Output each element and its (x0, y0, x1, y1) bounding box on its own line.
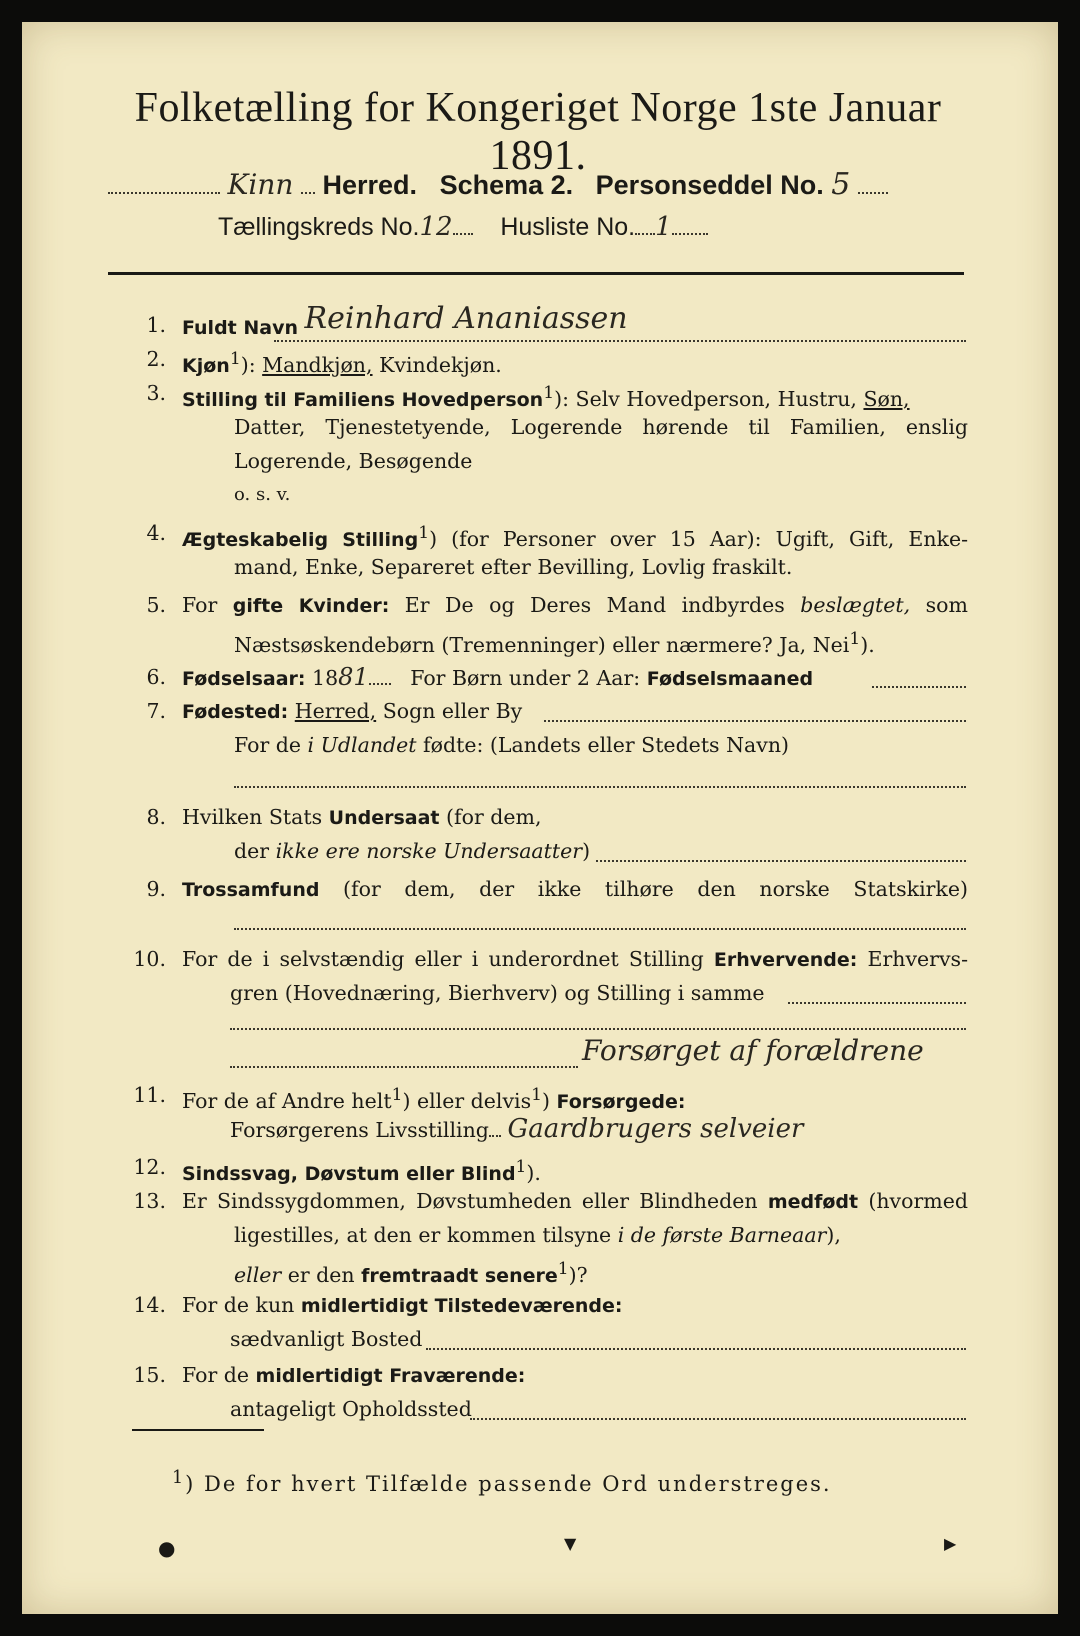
item-number: 15. (133, 1363, 166, 1387)
birth-month-dotline (872, 686, 966, 688)
herred-label: Herred. (322, 170, 418, 200)
footnote-ref: 1 (531, 1085, 543, 1105)
header-rule (108, 272, 964, 275)
text: Næstsøskendebørn (Tremenninger) eller nærmere? Ja, Nei (234, 632, 850, 657)
text: Er De og Deres Mand indbyrdes (404, 593, 785, 617)
religion-dotline (234, 928, 966, 930)
disability-label: Sindssvag, Døvstum eller Blind (182, 1162, 516, 1185)
congenital-line3 (234, 1252, 1058, 1293)
punct: ). (526, 1160, 541, 1185)
text: der (234, 839, 270, 863)
text: For de i selvstændig eller i underordnet Stilling (182, 947, 704, 971)
later-onset-label: fremtraadt senere (361, 1264, 558, 1287)
text-italic: beslægtet, (800, 593, 911, 617)
item-number: 4. (146, 521, 166, 545)
dotted-leader (301, 191, 315, 194)
tellingskreds-value: 12 (419, 212, 453, 242)
text: For de kun (182, 1293, 295, 1317)
text: (for dem, (446, 805, 542, 829)
tellingskreds-row (108, 212, 968, 242)
footnote-ref: 1 (418, 523, 430, 543)
punct: ) (542, 1088, 551, 1113)
footnote-ref: 1 (229, 349, 241, 369)
punct: ), (826, 1223, 841, 1247)
birth-month-label: Fødselsmaaned (646, 668, 814, 690)
birth-year-prefix: 18 (312, 666, 339, 690)
text-italic: i (307, 733, 315, 757)
item-number: 11. (133, 1083, 166, 1107)
supporter-line (230, 1112, 1058, 1147)
text: (for dem, der ikke tilhøre den norske Statskirke) (343, 877, 968, 901)
husliste-label: Husliste No. (500, 213, 636, 241)
temporarily-absent-label: midlertidigt Fraværende: (255, 1365, 526, 1387)
footnote-ref: 1 (849, 629, 861, 649)
punct: ) (582, 839, 591, 863)
text: For de (234, 733, 302, 757)
personseddel-value: 5 (831, 167, 851, 202)
footnote-ref: 1 (557, 1259, 569, 1279)
punct: )? (568, 1262, 588, 1287)
item-text (182, 1288, 968, 1323)
tellingskreds-label: Tællingskreds No. (218, 213, 420, 241)
birthplace-dotline (544, 720, 966, 722)
married-women-line2 (234, 622, 1058, 662)
footnote-marker: 1 (172, 1468, 186, 1488)
arrow-mark-icon: ▶ (944, 1534, 957, 1553)
punct: ): (554, 386, 569, 411)
item-number: 13. (133, 1189, 166, 1213)
herred-row (108, 167, 968, 202)
text: Erhvervs- (867, 947, 968, 971)
gender-option-male-selected: Mandkjøn, (262, 352, 373, 377)
form-title: Folketælling for Kongeriget Norge 1ste Januar 1891. (134, 85, 942, 179)
footnote-ref: 1 (543, 383, 555, 403)
item-text (182, 694, 968, 729)
schema-label: Schema 2. (439, 170, 574, 200)
occupation-dotline (788, 1002, 966, 1004)
occupation-value: Forsørget af forældrene (582, 1034, 924, 1067)
occupation-dotline-3 (230, 1066, 578, 1068)
text: ligestilles, at den er kommen tilsyne (234, 1223, 612, 1247)
supporter-occupation-value: Gaardbrugers selveier (507, 1114, 804, 1144)
birth-year-value: 81 (338, 663, 369, 691)
text: For de (182, 1363, 250, 1387)
item-number: 14. (133, 1293, 166, 1317)
text: som (925, 593, 968, 617)
item-number: 10. (133, 947, 166, 971)
marital-status-options: ) (for Personer over 15 Aar): Ugift, Gift, Enke- (429, 526, 969, 551)
punct: ): (240, 352, 256, 377)
item-text (182, 588, 968, 623)
birthplace-dotline-2 (234, 786, 966, 788)
footnote-ref: 1 (391, 1085, 403, 1105)
item-number: 7. (146, 699, 166, 723)
family-position-line3: Logerende, Besøgende (234, 449, 473, 473)
item-number: 5. (146, 593, 166, 617)
item-number: 9. (146, 877, 166, 901)
footnote-ref: 1 (515, 1157, 527, 1177)
text: Hvilken Stats (182, 805, 323, 829)
citizenship-dotline (596, 860, 966, 862)
text: er den (287, 1262, 355, 1287)
congenital-line2 (234, 1218, 1058, 1252)
herred-value: Kinn (227, 168, 294, 201)
footnote-rule (132, 1429, 264, 1431)
temporarily-present-label: midlertidigt Tilstedeværende: (300, 1295, 623, 1317)
full-name-label: Fuldt Navn (182, 317, 299, 339)
marital-status-label: Ægteskabelig Stilling (182, 528, 419, 551)
birthplace-label: Fødested: (182, 701, 289, 723)
census-form (22, 22, 1058, 1614)
family-position-son-selected: Søn, (863, 386, 910, 411)
marital-status-line2: mand, Enke, Separeret efter Bevilling, Lovlig fraskilt. (234, 555, 793, 579)
birthplace-herred-selected: Herred, (294, 699, 377, 723)
text: For (182, 593, 218, 617)
item-number: 8. (146, 805, 166, 829)
family-position-line2: Datter, Tjenestetyende, Logerende hørende til Familien, enslig (234, 415, 968, 439)
family-position-line4: o. s. v. (234, 484, 291, 505)
item-number: 1. (146, 313, 166, 337)
congenital-label: medfødt (767, 1191, 859, 1213)
text-italic: eller (234, 1262, 282, 1287)
usual-residence-label: sædvanligt Bosted (230, 1327, 423, 1351)
text-italic: ikke ere norske Undersaatter (275, 839, 583, 863)
item-text (182, 660, 968, 696)
dotted-leader (858, 191, 888, 194)
probable-residence-dotline (470, 1418, 966, 1420)
family-position-label: Stilling til Familiens Hovedperson (182, 388, 544, 411)
occupation-label: Erhvervende: (713, 949, 858, 971)
dotted-leader (635, 232, 655, 235)
citizenship-line2 (234, 834, 1058, 868)
dotted-leader (453, 232, 473, 235)
personseddel-label: Personseddel No. (595, 170, 824, 200)
dotted-leader (489, 1134, 501, 1137)
married-women-label: gifte Kvinder: (232, 595, 390, 617)
text: For Børn under 2 Aar: (410, 666, 641, 690)
item-text (182, 1358, 968, 1393)
husliste-value: 1 (655, 212, 672, 242)
item-text (182, 800, 968, 835)
supporter-occupation-label: Forsørgerens Livsstilling (230, 1118, 489, 1142)
text-italic: Udlandet (320, 733, 417, 757)
full-name-value: Reinhard Ananiassen (304, 301, 628, 336)
supported-label: Forsørgede: (556, 1090, 686, 1113)
item-number: 6. (146, 665, 166, 689)
item-text (182, 872, 968, 907)
item-text (182, 1184, 968, 1219)
footnote (172, 1468, 932, 1496)
item-number: 3. (146, 381, 166, 405)
occupation-dotline-2 (230, 1028, 966, 1030)
text: For de af Andre helt (182, 1088, 392, 1113)
dotted-leader (672, 232, 708, 235)
occupation-line2: gren (Hovednæring, Bierhverv) og Stilling i samme (230, 981, 765, 1005)
punct: ). (860, 632, 875, 657)
text-italic: i de første Barneaar (617, 1223, 827, 1247)
text: ) eller delvis (402, 1088, 532, 1113)
gender-label: Kjøn (182, 354, 230, 377)
text: (hvormed (868, 1189, 968, 1213)
usual-residence-dotline (426, 1348, 966, 1350)
family-position-options: Selv Hovedperson, Hustru, (575, 386, 857, 411)
item-number: 12. (133, 1155, 166, 1179)
text: fødte: (Landets eller Stedets Navn) (423, 733, 790, 757)
footnote-text: ) De for hvert Tilfælde passende Ord understreges. (185, 1472, 832, 1496)
religion-label: Trossamfund (182, 879, 320, 901)
gender-option-female: Kvindekjøn. (379, 352, 502, 377)
dotted-leader (369, 682, 391, 685)
arrow-mark-icon: ▼ (564, 1534, 577, 1553)
citizenship-label: Undersaat (328, 807, 440, 829)
text: Sogn eller By (382, 699, 523, 723)
item-number: 2. (146, 347, 166, 371)
bullet-mark-icon: ● (158, 1536, 176, 1560)
birthplace-line2 (234, 728, 1058, 762)
text: Er Sindssygdommen, Døvstumheden eller Blindheden (182, 1189, 758, 1213)
item-text (182, 942, 968, 977)
probable-residence-label: antageligt Opholdssted (230, 1397, 472, 1421)
birth-year-label: Fødselsaar: (182, 668, 306, 690)
dotted-leader (108, 191, 220, 194)
